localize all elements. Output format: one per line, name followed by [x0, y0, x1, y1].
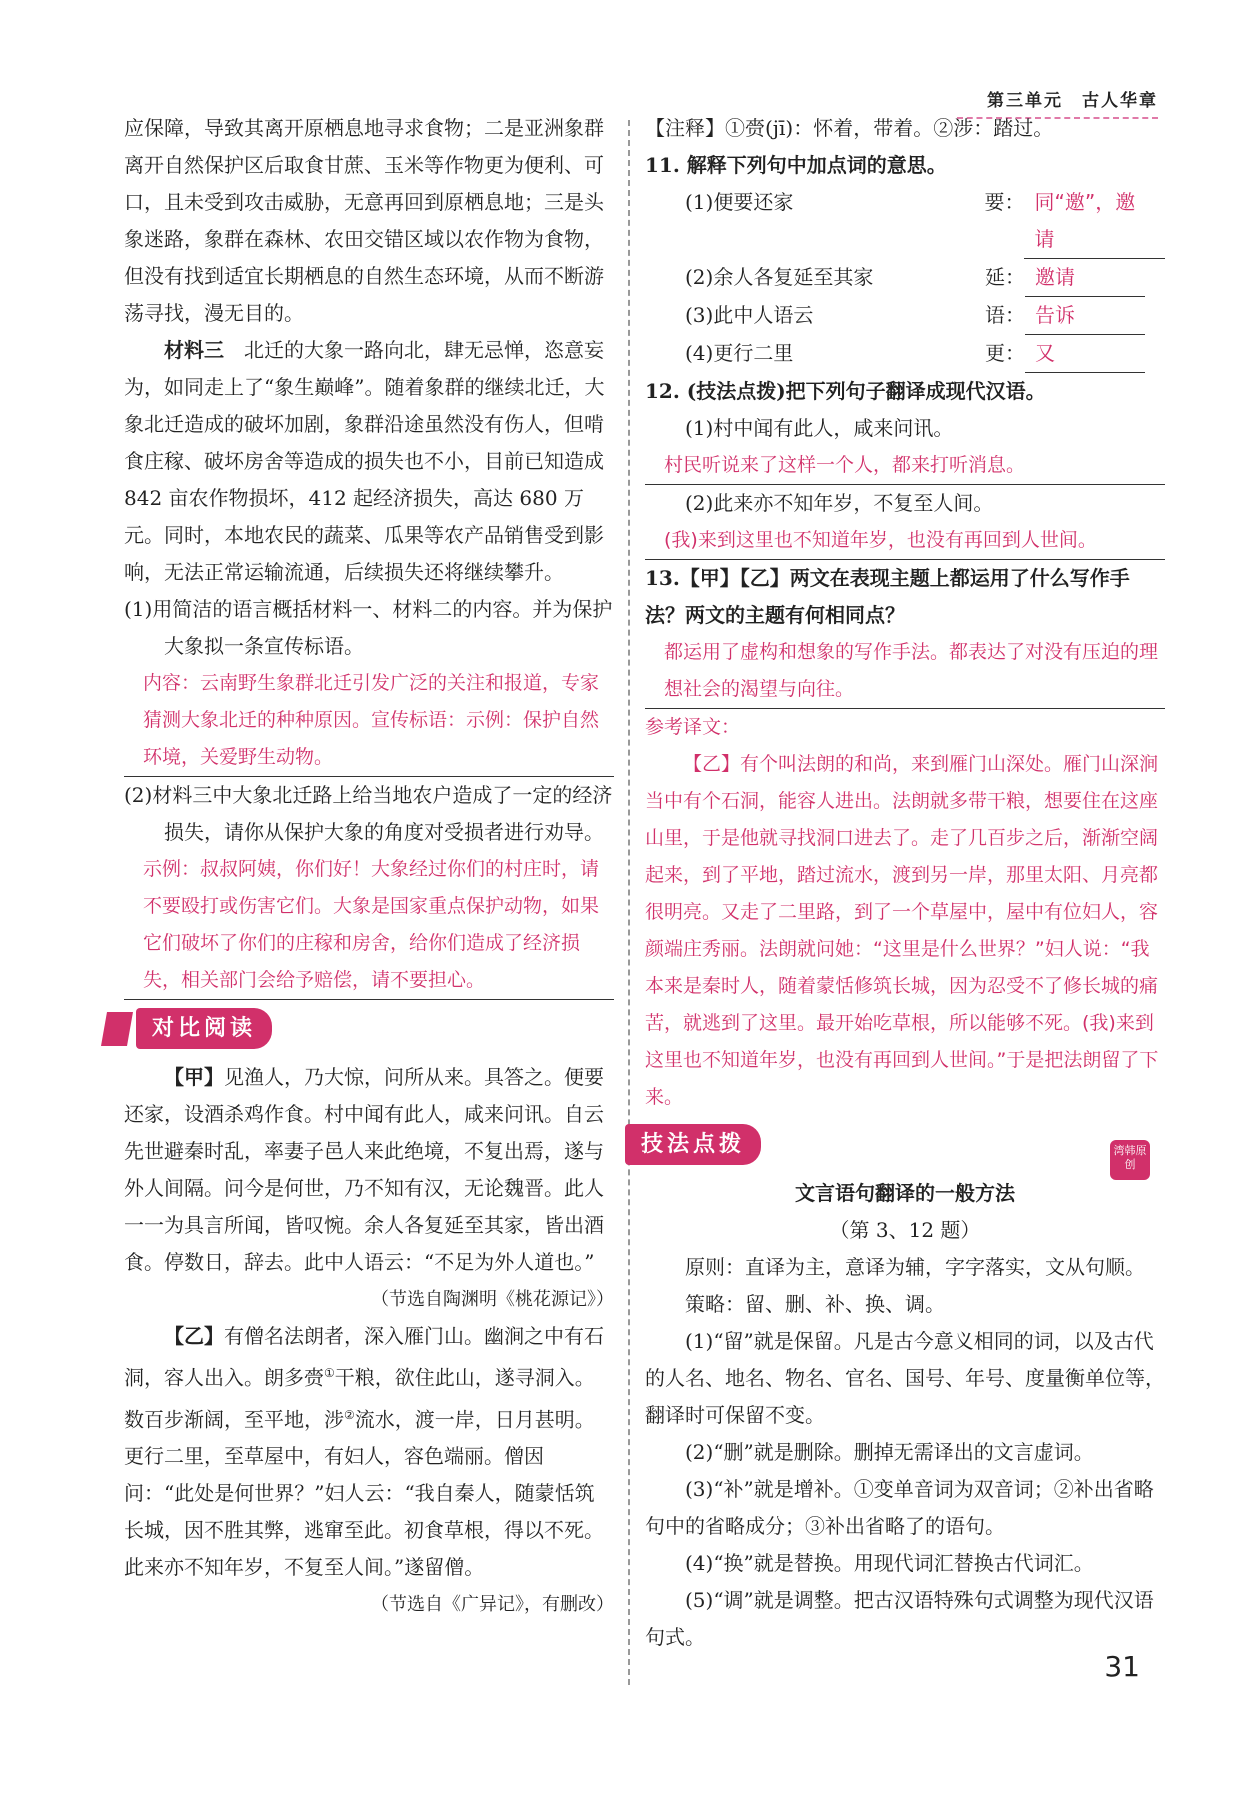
reference-translation: 【乙】有个叫法朗的和尚，来到雁门山深处。雁门山深涧当中有个石洞，能容人进出。法朗就多带干粮，想要住在这座山里，于是他就寻找洞口进去了。走了几百步之后，渐渐空阔起来，到了平地，踏过流水，渡到另一岸，那里太阳、月亮都很明亮。又走了二里路，到了一个草屋中，屋中有位妇人，容颜端庄秀丽。法朗就问她：“这里是什么世界？”妇人说：“我本来是秦时人，随着蒙恬修筑长城，因为忍受不了修长城的痛苦，就逃到了这里。最开始吃草根，所以能够不死。(我)来到这里也不知道年岁，也没有再回到人世间。”于是把法朗留了下来。: [645, 753, 1159, 1108]
banner-icon: [101, 1012, 133, 1046]
right-column: [641, 110, 1165, 1656]
left-column: [124, 110, 614, 1623]
q11-item-answer: 同“邀”，邀请: [1024, 184, 1165, 259]
original-badge: 湾韩原创: [1110, 1140, 1150, 1180]
question-13: 13.【甲】【乙】两文在表现主题上都运用了什么写作手法？两文的主题有何相同点？: [645, 566, 1130, 627]
material3: [124, 332, 614, 591]
answer-12-2: (我)来到这里也不知道年岁，也没有再回到人世间。: [645, 522, 1165, 560]
q11-item-answer: 又: [1025, 335, 1145, 373]
yi-label: 【乙】: [164, 1324, 224, 1348]
skill-title: 技法点拨: [625, 1124, 761, 1165]
page-number: 31: [1104, 1650, 1140, 1683]
q11-item: [685, 259, 1165, 297]
jia-text: 见渔人，乃大惊，问所从来。具答之。便要还家，设酒杀鸡作食。村中闻有此人，咸来问讯。自云先世避秦时乱，率妻子邑人来此绝境，不复出焉，遂与外人间隔。问今是何世，乃不知有汉，无论魏晋。此人一一为具言所闻，皆叹惋。余人各复延至其家，皆出酒食。停数日，辞去。此中人语云：“不足为外人道也。”: [124, 1065, 604, 1274]
q11-item-question: (1)便要还家: [685, 190, 794, 214]
answer-13: 都运用了虚构和想象的写作手法。都表达了对没有压迫的理想社会的渴望与向往。: [645, 634, 1165, 709]
question-11: 11. 解释下列句中加点词的意思。: [645, 153, 947, 177]
material3-text: 北迁的大象一路向北，肆无忌惮，恣意妄为，如同走上了“象生巅峰”。随着象群的继续北迁，大象北迁造成的破坏加剧，象群沿途虽然没有伤人，但啃食庄稼、破坏房舍等造成的损失也不小，目前已知造成 842 亩农作物损坏，412 起经济损失，高达 680 万元。同时，本地农民的蔬菜、瓜果等农产品销售受到影响，无法正常运输流通，后续损失还将继续攀升。: [124, 338, 605, 584]
q11-item: [685, 297, 1165, 335]
method-replace: (4)“换”就是替换。用现代词汇替换古代词汇。: [685, 1551, 1094, 1575]
answer-1: 内容：云南野生象群北迁引发广泛的关注和报道，专家猜测大象北迁的种种原因。宣传标语：示例：保护自然环境，关爱野生动物。: [124, 665, 614, 777]
q11-item-answer: 邀请: [1025, 259, 1145, 297]
answer-2: 示例：叔叔阿姨，你们好！大象经过你们的村庄时，请不要殴打或伤害它们。大象是国家重点保护动物，如果它们破坏了你们的庄稼和房舍，给你们造成了经济损失，相关部门会给予赔偿，请不要担心。: [124, 851, 614, 1000]
q11-item-answer: 告诉: [1025, 297, 1145, 335]
method-keep: (1)“留”就是保留。凡是古今意义相同的词，以及古代的人名、地名、物名、官名、国号、年号、度量衡单位等，翻译时可保留不变。: [645, 1329, 1165, 1427]
annotation: 【注释】①赍(jī)：怀着，带着。②涉：踏过。: [645, 116, 1054, 140]
method-principle: 原则：直译为主，意译为辅，字字落实，文从句顺。: [685, 1255, 1145, 1279]
q12-2: (2)此来亦不知年岁，不复至人间。: [685, 491, 994, 515]
q11-items: [645, 184, 1165, 373]
yi-text-a: 有僧名法朗者，深入雁门山。幽涧之中有石洞，容人出入。朗多赍: [124, 1324, 604, 1390]
method-adjust: (5)“调”就是调整。把古汉语特殊句式调整为现代汉语句式。: [645, 1588, 1154, 1649]
note-ref-1: ①: [324, 1366, 335, 1380]
section-title: 对比阅读: [136, 1008, 272, 1049]
jia-label: 【甲】: [164, 1065, 224, 1089]
question-2: (2)材料三中大象北迁路上给当地农户造成了一定的经济损失，请你从保护大象的角度对受损者进行劝导。: [124, 783, 613, 844]
passage-jia: [124, 1059, 614, 1281]
material2-tail: 应保障，导致其离开原栖息地寻求食物；二是亚洲象群离开自然保护区后取食甘蔗、玉米等作物更为便利、可口，且未受到攻击威胁，无意再回到原栖息地；三是头象迷路，象群在森林、农田交错区域以农作物为食物，但没有找到适宜长期栖息的自然生态环境，从而不断游荡寻找，漫无目的。: [124, 116, 604, 325]
reference-title: 参考译文：: [645, 716, 741, 738]
passage-yi: [124, 1318, 614, 1586]
unit-header: 第三单元 古人华章: [957, 86, 1158, 119]
method-subtitle: （第 3、12 题）: [829, 1218, 981, 1242]
answer-12-1: 村民听说来了这样一个人，都来打听消息。: [645, 447, 1165, 485]
note-ref-2: ②: [344, 1407, 355, 1422]
method-strategy: 策略：留、删、补、换、调。: [685, 1292, 945, 1316]
method-supplement: (3)“补”就是增补。①变单音词为双音词；②补出省略句中的省略成分；③补出省略了的语句。: [645, 1477, 1154, 1538]
q11-item-key: 更：: [985, 341, 1025, 365]
column-divider: [628, 120, 630, 1685]
q11-item: [685, 335, 1165, 373]
question-12: 12. (技法点拨)把下列句子翻译成现代汉语。: [645, 379, 1046, 403]
skill-banner: [625, 1124, 761, 1165]
section-banner: [104, 1008, 272, 1049]
yi-text-c: 流水，渡一岸，日月甚明。更行二里，至草屋中，有妇人，容色端丽。僧因问：“此处是何世界？”妇人云：“我自秦人，随蒙恬筑长城，因不胜其弊，逃窜至此。初食草根，得以不死。此来亦不知年岁，不复至人间。”遂留僧。: [124, 1407, 604, 1580]
q12-1: (1)村中闻有此人，咸来问讯。: [685, 416, 954, 440]
q11-item-key: 延：: [985, 265, 1025, 289]
q11-item-question: (3)此中人语云: [685, 303, 814, 327]
method-title: 文言语句翻译的一般方法: [795, 1181, 1015, 1205]
yi-text-b: 干粮，欲住此山，遂寻洞入。数百步渐阔，至平地，涉: [124, 1365, 595, 1432]
yi-source: （节选自《广异记》，有删改）: [371, 1594, 614, 1616]
material3-label: 材料三: [164, 338, 224, 362]
jia-source: （节选自陶渊明《桃花源记》）: [371, 1289, 614, 1310]
q11-item-key: 语：: [985, 303, 1025, 327]
q11-item-question: (2)余人各复延至其家: [685, 265, 874, 289]
q11-item-key: 要：: [984, 190, 1025, 214]
q11-item: [685, 184, 1165, 259]
method-delete: (2)“删”就是删除。删掉无需译出的文言虚词。: [685, 1440, 1094, 1464]
question-1: (1)用简洁的语言概括材料一、材料二的内容。并为保护大象拟一条宣传标语。: [124, 597, 613, 658]
q11-item-question: (4)更行二里: [685, 341, 794, 365]
